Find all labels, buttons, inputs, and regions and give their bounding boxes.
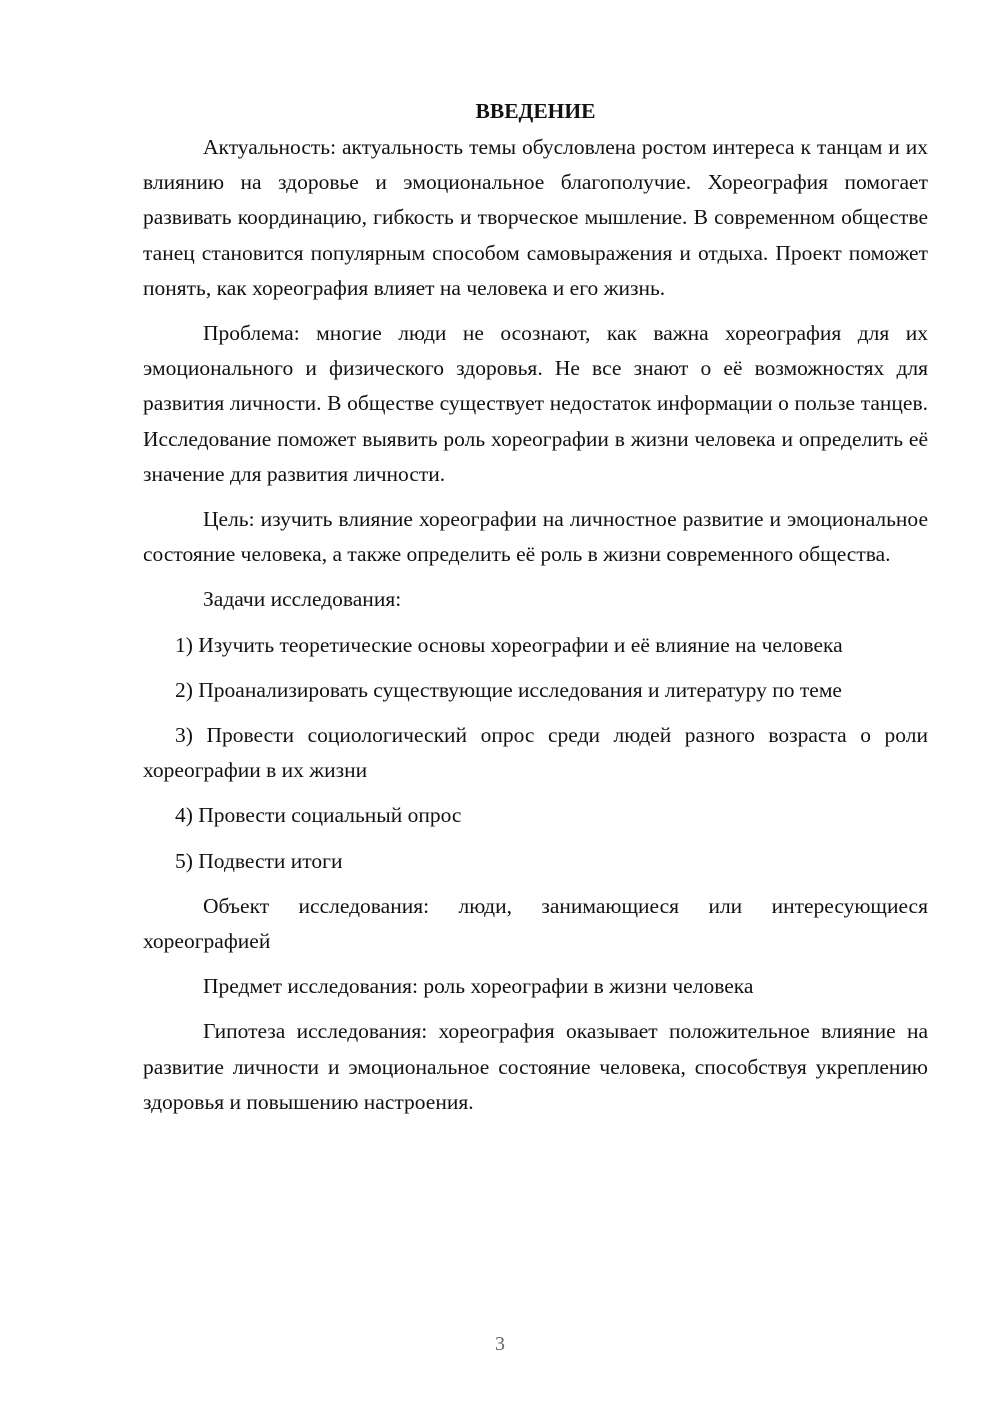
task-item-3: 3) Провести социологический опрос среди людей разного возраста о роли хореографии в их жизни — [143, 723, 928, 783]
paragraph-tasks-heading: Задачи исследования: — [203, 587, 402, 612]
document-page — [143, 96, 928, 1130]
paragraph-hypothesis: Гипотеза исследования: хореография оказывает положительное влияние на развитие личности и эмоциональное состояние человека, способствуя укреплению здоровья и повышению настроения. — [143, 1019, 928, 1114]
task-item-2: 2) Проанализировать существующие исследования и литературу по теме — [175, 677, 842, 702]
task-item-4: 4) Провести социальный опрос — [175, 803, 462, 828]
paragraph-object: Объект исследования: люди, занимающиеся или интересующиеся хореографией — [143, 893, 928, 954]
paragraph-goal: Цель: изучить влияние хореографии на личностное развитие и эмоциональное состояние человека, а также определить её роль в жизни современного общества. — [143, 507, 928, 567]
paragraph-relevance: Актуальность: актуальность темы обусловлена ростом интереса к танцам и их влиянию на здоровье и эмоциональное благополучие. Хореография помогает развивать координацию, гибкость и творческое мышление. В современном обществе танец становится популярным способом самовыражения и отдыха. Проект поможет понять, как хореография влияет на человека и его жизнь. — [143, 135, 928, 300]
task-item-1: 1) Изучить теоретические основы хореографии и её влияние на человека — [175, 632, 843, 657]
paragraph-problem: Проблема: многие люди не осознают, как важна хореография для их эмоционального и физического здоровья. Не все знают о её возможностях для развития личности. В обществе существует недостаток информации о пользе танцев. Исследование поможет выявить роль хореографии в жизни человека и определить её значение для развития личности. — [143, 321, 928, 486]
task-item-5: 5) Подвести итоги — [175, 848, 343, 873]
paragraph-subject: Предмет исследования: роль хореографии в жизни человека — [203, 974, 754, 999]
page-number: 3 — [495, 1333, 505, 1355]
page-title: ВВЕДЕНИЕ — [475, 99, 596, 123]
